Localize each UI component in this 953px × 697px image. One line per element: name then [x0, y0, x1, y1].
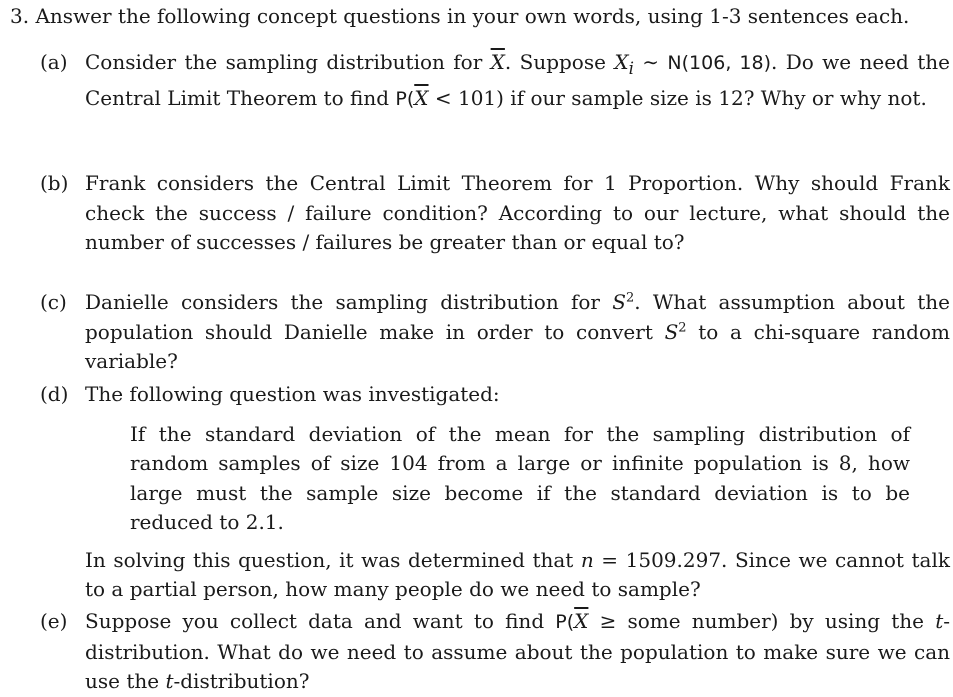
part-d-label: (d) [40, 382, 69, 406]
part-a-text: Consider the sampling distribution for $\overline{X}$. Suppose $X_i$ ∼ N(106, 18). Do we need the Central Limit Theorem to find $P(\overline{X} < 101)$ if our sample size is 12? Why or why not. [85, 50, 950, 110]
part-b-text: Frank considers the Central Limit Theorem for 1 Proportion. Why should Frank check the success / failure condition? According to our lecture, what should the number of successes / failures be greater than or equal to? [85, 171, 950, 254]
part-b [40, 169, 950, 258]
part-b-label: (b) [40, 171, 69, 195]
part-d-quote: If the standard deviation of the mean for the sampling distribution of random samples of size 104 from a large or infinite population is 8, how large must the sample size become if the standard deviation is to be reduced to 2.1. [130, 421, 910, 534]
part-e [40, 607, 950, 697]
xbar-symbol: $\overline{X}$ [490, 50, 505, 74]
xi-symbol: X [614, 50, 629, 74]
part-a-label: (a) [40, 50, 68, 74]
question-intro: Answer the following concept questions in your own words, using 1-3 sentences each. [35, 4, 910, 28]
normal-dist: N(106, 18) [667, 52, 771, 74]
part-d-intro: The following question was investigated: [85, 382, 500, 406]
s-symbol: S [612, 290, 626, 314]
part-d-followup: In solving this question, it was determined that n = 1509.297. Since we cannot talk to a partial person, how many people do we need to sample? [85, 547, 950, 601]
question-heading [10, 2, 909, 32]
part-d [40, 380, 950, 605]
n-symbol: n [580, 547, 594, 572]
part-c [40, 288, 950, 377]
question-number: 3. [10, 4, 30, 28]
part-a [40, 48, 950, 114]
part-c-label: (c) [40, 290, 67, 314]
part-e-label: (e) [40, 609, 68, 633]
part-c-text: Danielle considers the sampling distribution for $S^2$. What assumption about the population should Danielle make in order to convert $S^2$ to a chi-square random variable? [85, 290, 950, 373]
part-e-text: Suppose you collect data and want to find $P(\overline{X}$ ≥ some number) by using the t-distribution. What do we need to assume about the population to make sure we can use the t-distribution? [85, 609, 950, 693]
